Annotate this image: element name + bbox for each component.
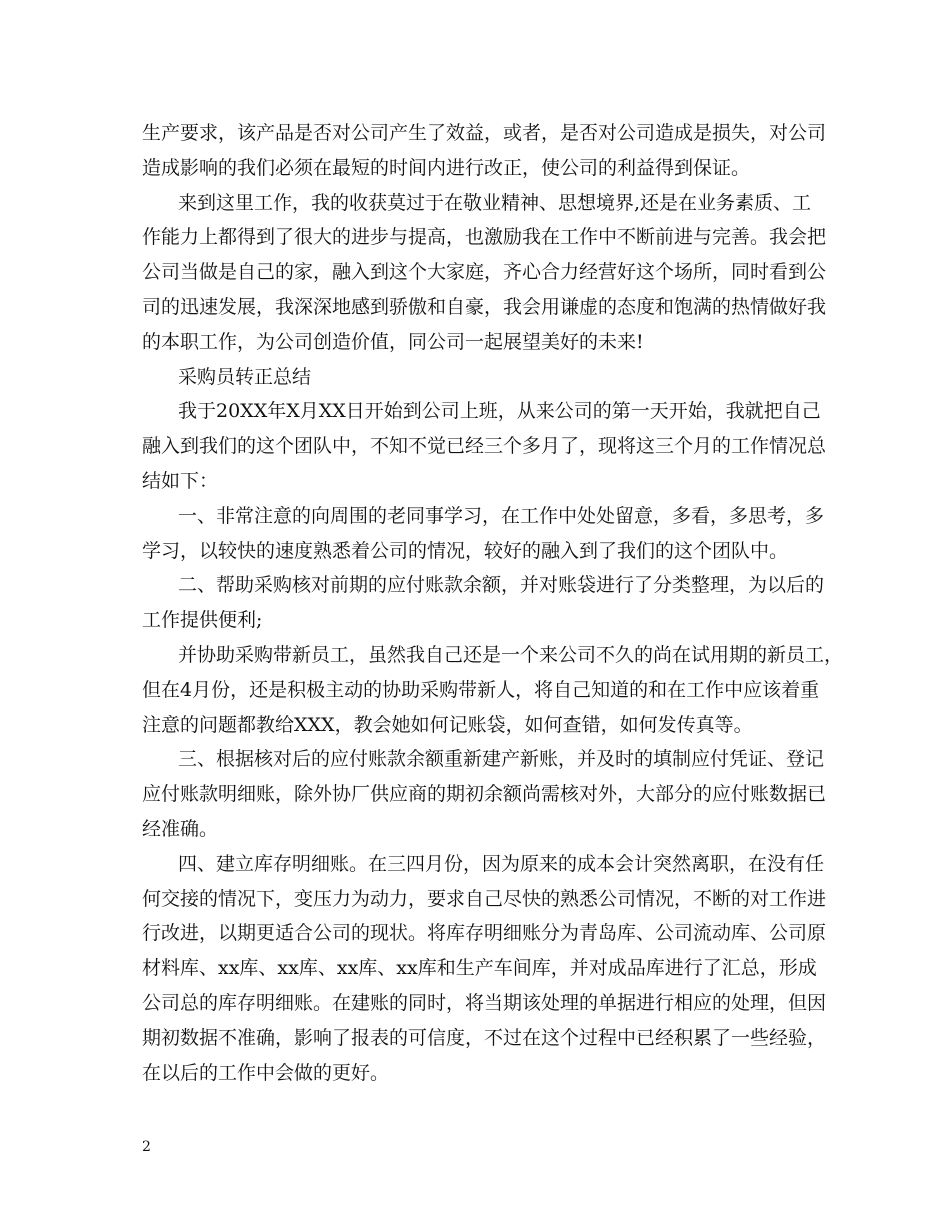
text-line: 四、建立库存明细账。在三四月份，因为原来的成本会计突然离职，在没有任	[178, 852, 825, 875]
text-line: 公司总的库存明细账。在建账的同时，将当期该处理的单据进行相应的处理，但因	[142, 991, 827, 1014]
text-line: 司的迅速发展，我深深地感到骄傲和自豪，我会用谦虚的态度和饱满的热情做好我	[142, 295, 827, 318]
text-line: 二、帮助采购核对前期的应付账款余额，并对账袋进行了分类整理，为以后的	[178, 574, 825, 597]
text-line: 作能力上都得到了很大的进步与提高，也激励我在工作中不断前进与完善。我会把	[142, 226, 827, 249]
text-line: 经准确。	[142, 817, 219, 840]
text-line: 采购员转正总结	[178, 365, 312, 388]
text-line: 三、根据核对后的应付账款余额重新建产新账，并及时的填制应付凭证、登记	[178, 748, 825, 771]
text-line: 学习，以较快的速度熟悉着公司的情况，较好的融入到了我们的这个团队中。	[142, 539, 789, 562]
text-line: 生产要求，该产品是否对公司产生了效益，或者，是否对公司造成是损失，对公司	[142, 122, 827, 144]
text-line: 应付账款明细账，除外协厂供应商的期初余额尚需核对外，大部分的应付账数据已	[142, 783, 827, 806]
text-line: 一、非常注意的向周围的老同事学习，在工作中处处留意，多看，多思考，多	[178, 504, 825, 527]
text-line: 的本职工作，为公司创造价值，同公司一起展望美好的未来!	[142, 330, 644, 353]
document-body	[142, 116, 844, 1090]
text-line: 并协助采购带新员工，虽然我自己还是一个来公司不久的尚在试用期的新员工，	[178, 643, 844, 666]
text-line: 材料库、xx库、xx库、xx库、xx库和生产车间库，并对成品库进行了汇总，形成	[142, 957, 817, 980]
text-line: 但在4月份，还是积极主动的协助采购带新人，将自己知道的和在工作中应该着重	[142, 678, 820, 701]
text-line: 公司当做是自己的家，融入到这个大家庭，齐心合力经营好这个场所，同时看到公	[142, 261, 827, 284]
page-number: 2	[142, 1139, 151, 1155]
text-line: 行改进，以期更适合公司的现状。将库存明细账分为青岛库、公司流动库、公司原	[142, 922, 827, 945]
text-line: 我于20XX年X月XX日开始到公司上班，从来公司的第一天开始，我就把自己	[178, 400, 821, 423]
text-line: 工作提供便利;	[142, 609, 263, 632]
text-line: 结如下：	[142, 469, 219, 492]
text-line: 何交接的情况下，变压力为动力，要求自己尽快的熟悉公司情况，不断的对工作进	[142, 887, 827, 910]
text-line: 造成影响的我们必须在最短的时间内进行改正，使公司的利益得到保证。	[142, 156, 751, 179]
text-line: 注意的问题都教给XXX，教会她如何记账袋，如何查错，如何发传真等。	[142, 713, 753, 736]
text-line: 在以后的工作中会做的更好。	[142, 1061, 390, 1084]
text-line: 期初数据不准确，影响了报表的可信度，不过在这个过程中已经积累了一些经验，	[142, 1026, 827, 1049]
text-line: 来到这里工作，我的收获莫过于在敬业精神、思想境界,还是在业务素质、工	[178, 191, 812, 214]
text-line: 融入到我们的这个团队中，不知不觉已经三个多月了，现将这三个月的工作情况总	[142, 435, 827, 458]
